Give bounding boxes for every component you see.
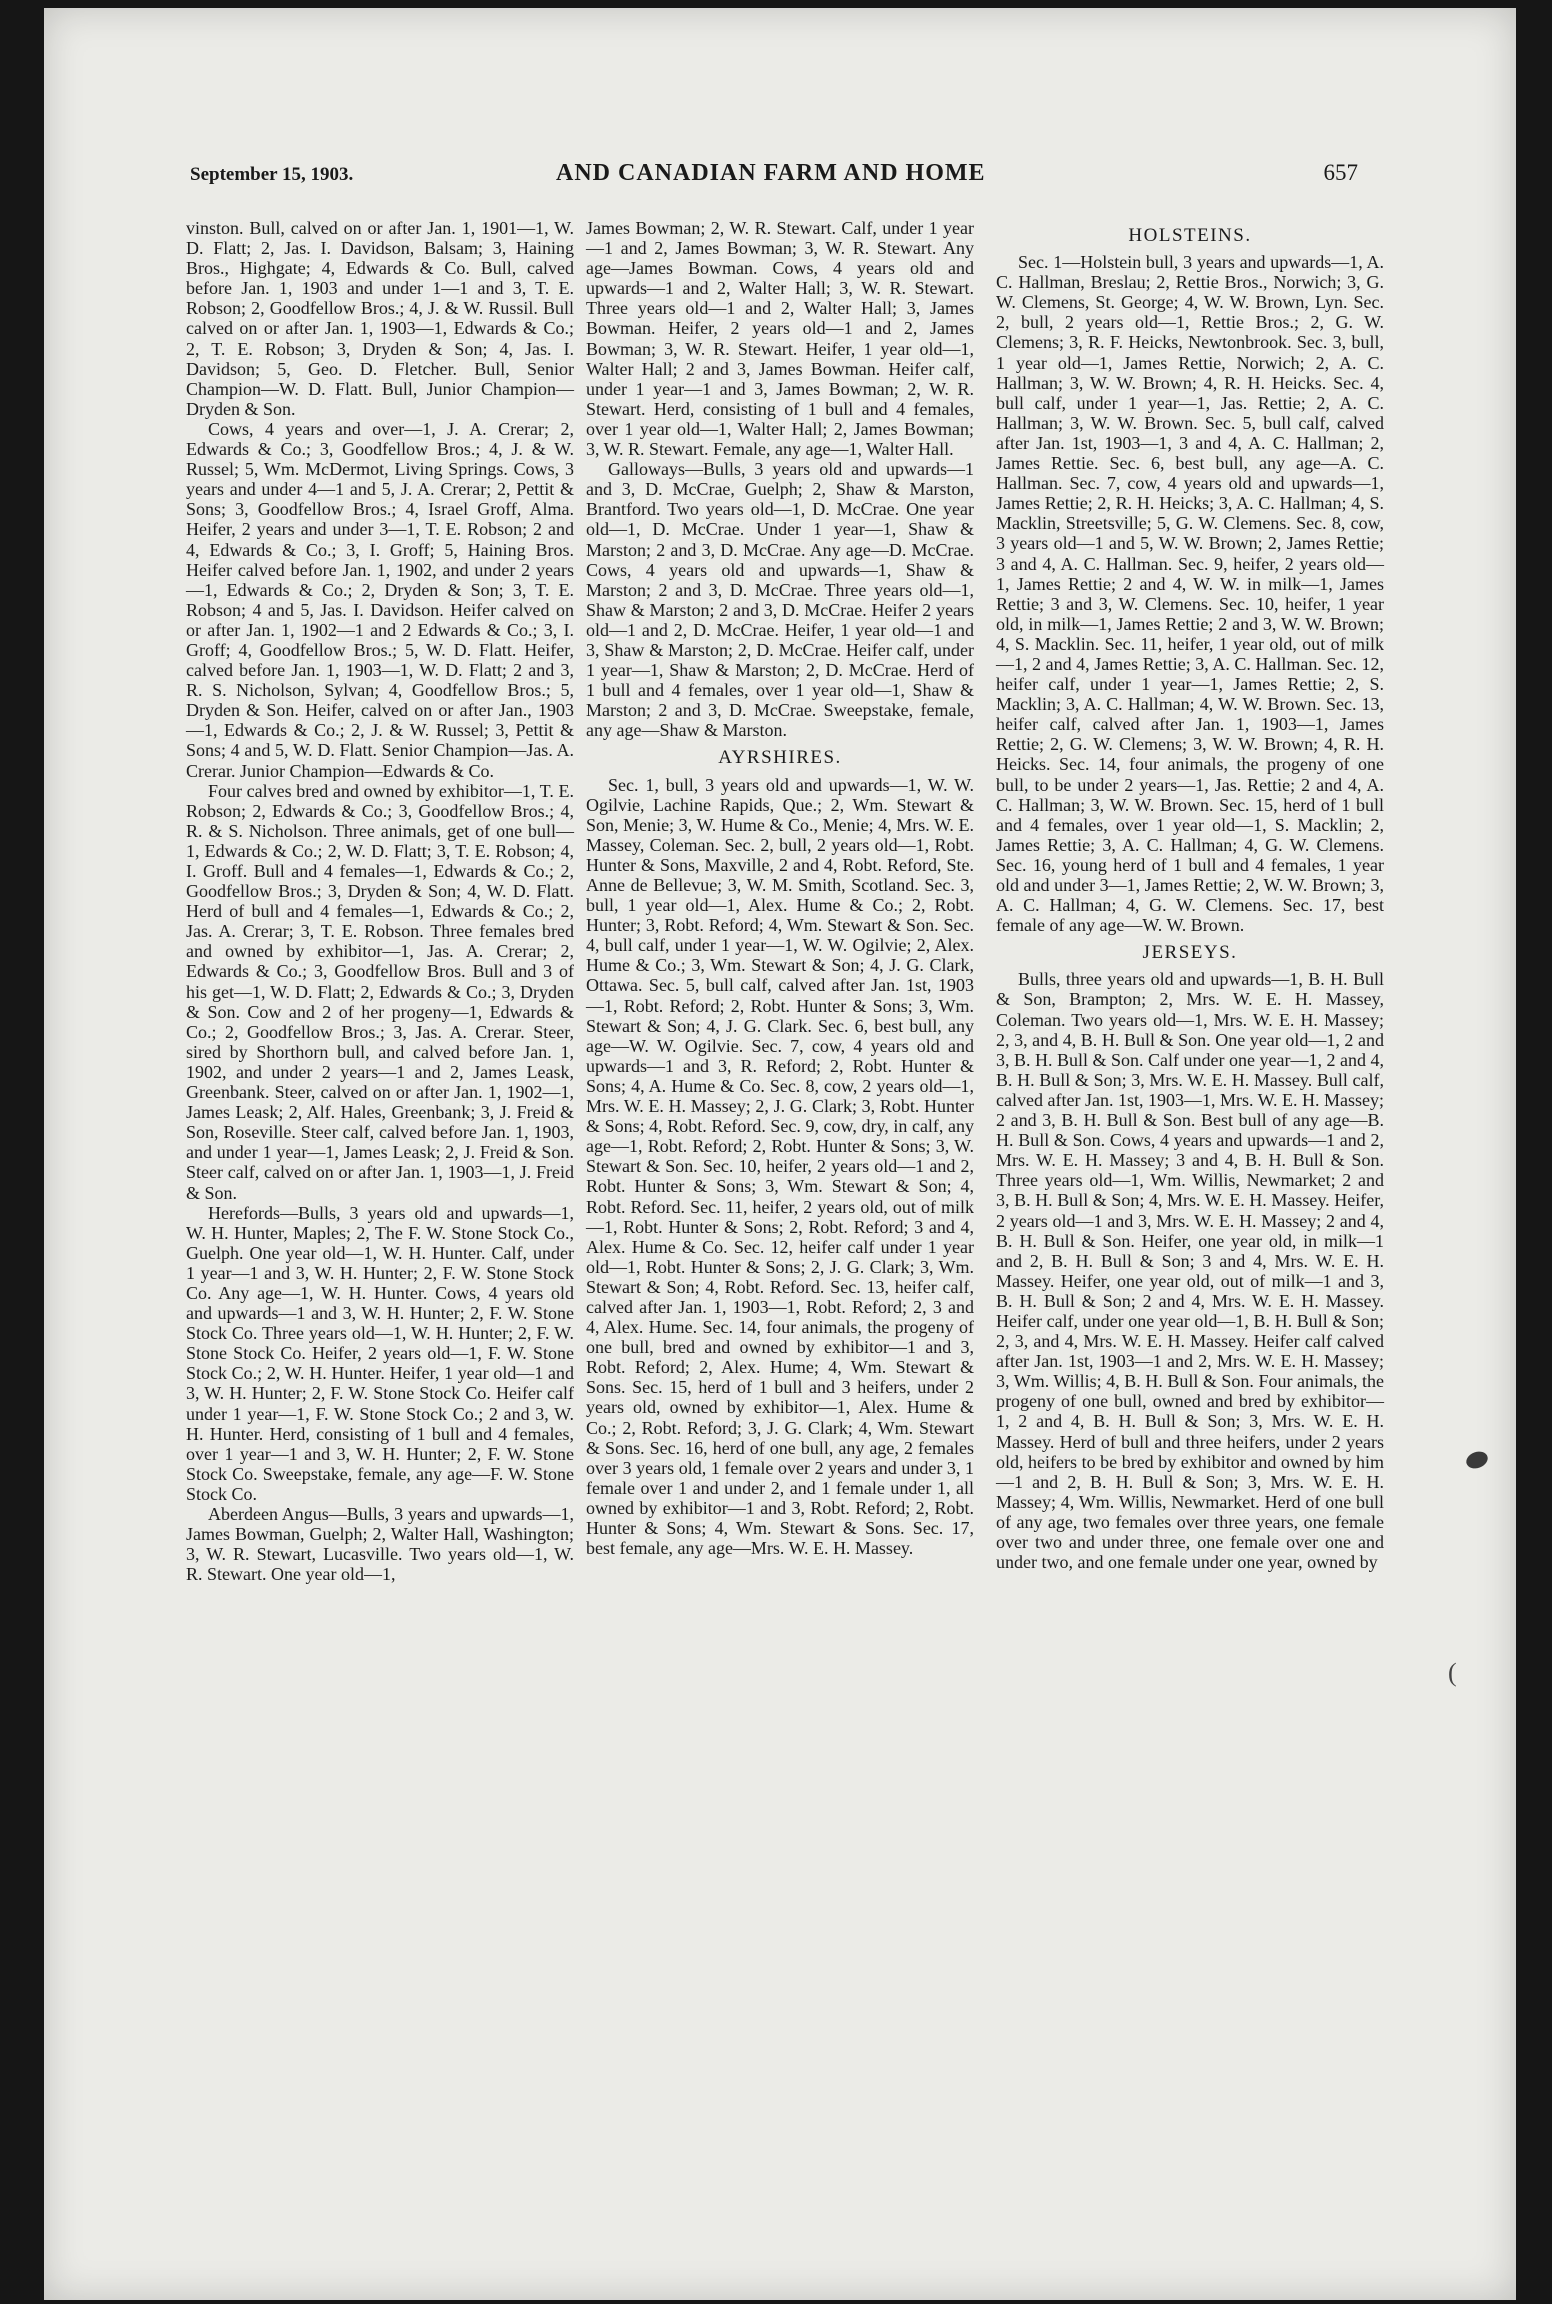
column-2: [586, 218, 974, 1558]
paragraph: Galloways—Bulls, 3 years old and upwards—1 and 3, D. McCrae, Guelph; 2, Shaw & Marston, Brantford. Two years old—1, D. McCrae. One year old—1, D. McCrae. Under 1 year—1, Shaw & Marston; 2 and 3, D. McCrae. Any age—D. McCrae. Cows, 4 years old and upwards—1, Shaw & Marston; 2 and 3, D. McCrae. Three years old—1, Shaw & Marston; 2 and 3, D. McCrae. Heifer 2 years old—1 and 2, D. McCrae. Heifer, 1 year old—1 and 3, Shaw & Marston; 2, D. McCrae. Heifer calf, under 1 year—1, Shaw & Marston; 2, D. McCrae. Herd of 1 bull and 4 females, over 1 year old—1, Shaw & Marston; 2 and 3, D. McCrae. Sweepstake, female, any age—Shaw & Marston.: [586, 459, 974, 741]
section-heading: JERSEYS.: [1142, 942, 1238, 964]
paragraph: vinston. Bull, calved on or after Jan. 1, 1901—1, W. D. Flatt; 2, Jas. I. Davidson, Balsam; 3, Haining Bros., Highgate; 4, Edwards & Co. Bull, calved before Jan. 1, 1903 and under 1—1 and 3, T. E. Robson; 2, Goodfellow Bros.; 4, J. & W. Russil. Bull calved on or after Jan. 1, 1903—1, Edwards & Co.; 2, T. E. Robson; 3, Dryden & Son; 4, Jas. I. Davidson; 5, Geo. D. Fletcher. Bull, Senior Champion—W. D. Flatt. Bull, Junior Champion—Dryden & Son.: [186, 218, 574, 419]
header-date: September 15, 1903.: [190, 164, 354, 185]
page-number: 657: [1323, 160, 1358, 185]
paragraph: Sec. 1—Holstein bull, 3 years and upwards—1, A. C. Hallman, Breslau; 2, Rettie Bros., Norwich; 3, G. W. Clemens, St. George; 4, W. W. Brown, Lyn. Sec. 2, bull, 2 years old—1, Rettie Bros.; 2, G. W. Clemens; 3, R. F. Heicks, Newtonbrook. Sec. 3, bull, 1 year old—1, James Rettie, Norwich; 2, A. C. Hallman; 3, W. W. Brown; 4, R. H. Heicks. Sec. 4, bull calf, under 1 year—1, Jas. Rettie; 2, A. C. Hallman; 3, W. W. Brown. Sec. 5, bull calf, calved after Jan. 1st, 1903—1, 3 and 4, A. C. Hallman; 2, James Rettie. Sec. 6, best bull, any age—A. C. Hallman. Sec. 7, cow, 4 years old and upwards—1, James Rettie; 2, R. H. Heicks; 3, A. C. Hallman; 4, S. Macklin, Streetsville; 5, G. W. Clemens. Sec. 8, cow, 3 years old—1 and 5, W. W. Brown; 2, James Rettie; 3 and 4, A. C. Hallman. Sec. 9, heifer, 2 years old—1, James Rettie; 2 and 4, W. W. in milk—1, James Rettie; 3 and 3, W. Clemens. Sec. 10, heifer, 1 year old, in milk—1, James Rettie; 2 and 3, W. W. Brown; 4, S. Macklin. Sec. 11, heifer, 1 year old, out of milk—1, 2 and 4, James Rettie; 3, A. C. Hallman. Sec. 12, heifer calf, under 1 year—1, James Rettie; 2, S. Macklin; 3, A. C. Hallman; 4, W. W. Brown. Sec. 13, heifer calf, calved after Jan. 1, 1903—1, James Rettie; 2, G. W. Clemens; 3, W. W. Brown; 4, R. H. Heicks. Sec. 14, four animals, the progeny of one bull, to be under 2 years—1, Jas. Rettie; 2 and 4, A. C. Hallman; 3, W. W. Brown. Sec. 15, herd of 1 bull and 4 females, over 1 year old—1, S. Macklin; 2, James Rettie; 3, A. C. Hallman; 4, G. W. Clemens. Sec. 16, young herd of 1 bull and 4 females, 1 year old and under 3—1, James Rettie; 2, W. W. Brown; 3, A. C. Hallman; 4, G. W. Clemens. Sec. 17, best female of any age—W. W. Brown.: [996, 252, 1384, 936]
paragraph: Cows, 4 years and over—1, J. A. Crerar; 2, Edwards & Co.; 3, Goodfellow Bros.; 4, J. & W. Russel; 5, Wm. McDermot, Living Springs. Cows, 3 years and under 4—1 and 5, J. A. Crerar; 2, Pettit & Sons; 3, Goodfellow Bros.; 4, Israel Groff, Alma. Heifer, 2 years and under 3—1, T. E. Robson; 2 and 4, Edwards & Co.; 3, I. Groff; 5, Haining Bros. Heifer calved before Jan. 1, 1902, and under 2 years—1, Edwards & Co.; 2, Dryden & Son; 3, T. E. Robson; 4 and 5, Jas. I. Davidson. Heifer calved on or after Jan. 1, 1902—1 and 2 Edwards & Co.; 3, I. Groff; 4, Goodfellow Bros.; 5, W. D. Flatt. Heifer, calved before Jan. 1, 1903—1, W. D. Flatt; 2 and 3, R. S. Nicholson, Sylvan; 4, Goodfellow Bros.; 5, Dryden & Son. Heifer, calved on or after Jan., 1903—1, Edwards & Co.; 2, J. & W. Russel; 3, Pettit & Sons; 4 and 5, W. D. Flatt. Senior Champion—Jas. A. Crerar. Junior Champion—Edwards & Co.: [186, 418, 574, 781]
header-title: AND CANADIAN FARM AND HOME: [556, 160, 986, 186]
paragraph: Four calves bred and owned by exhibitor—1, T. E. Robson; 2, Edwards & Co.; 3, Goodfellow Bros.; 4, R. & S. Nicholson. Three animals, get of one bull—1, Edwards & Co.; 2, W. D. Flatt; 3, T. E. Robson; 4, I. Groff. Bull and 4 females—1, Edwards & Co.; 2, Goodfellow Bros.; 3, Dryden & Son; 4, W. D. Flatt. Herd of bull and 4 females—1, Edwards & Co.; 2, Jas. A. Crerar; 3, T. E. Robson. Three females bred and owned by exhibitor—1, Jas. A. Crerar; 2, Edwards & Co.; 3, Goodfellow Bros. Bull and 3 of his get—1, W. D. Flatt; 2, Edwards & Co.; 3, Dryden & Son. Cow and 2 of her progeny—1, Edwards & Co.; 2, Goodfellow Bros.; 3, Jas. A. Crerar. Steer, sired by Shorthorn bull, and calved before Jan. 1, 1902, and under 2 years—1 and 2, James Leask, Greenbank. Steer, calved on or after Jan. 1, 1902—1, James Leask; 2, Alf. Hales, Greenbank; 3, J. Freid & Son, Roseville. Steer calf, calved before Jan. 1, 1903, and under 1 year—1, James Leask; 2, J. Freid & Son. Steer calf, calved on or after Jan. 1, 1903—1, J. Freid & Son.: [186, 780, 574, 1203]
paragraph: Herefords—Bulls, 3 years old and upwards—1, W. H. Hunter, Maples; 2, The F. W. Stone Stock Co., Guelph. One year old—1, W. H. Hunter. Calf, under 1 year—1 and 3, W. H. Hunter; 2, F. W. Stone Stock Co. Any age—1, W. H. Hunter. Cows, 4 years old and upwards—1 and 3, W. H. Hunter; 2, F. W. Stone Stock Co. Three years old—1, W. H. Hunter; 2, F. W. Stone Stock Co. Heifer, 2 years old—1, F. W. Stone Stock Co.; 2, W. H. Hunter. Heifer, 1 year old—1 and 3, W. H. Hunter; 2, F. W. Stone Stock Co. Heifer calf under 1 year—1, F. W. Stone Stock Co.; 2 and 3, W. H. Hunter. Herd, consisting of 1 bull and 4 females, over 1 year—1 and 3, W. H. Hunter; 2, F. W. Stone Stock Co. Sweepstake, female, any age—F. W. Stone Stock Co.: [186, 1202, 574, 1504]
column-3: [996, 218, 1384, 1572]
paragraph: Bulls, three years old and upwards—1, B. H. Bull & Son, Brampton; 2, Mrs. W. E. H. Massey, Coleman. Two years old—1, Mrs. W. E. H. Massey; 2, 3, and 4, B. H. Bull & Son. One year old—1, 2 and 3, B. H. Bull & Son. Calf under one year—1, 2 and 4, B. H. Bull & Son; 3, Mrs. W. E. H. Massey. Bull calf, calved after Jan. 1st, 1903—1, Mrs. W. E. H. Massey; 2 and 3, B. H. Bull & Son. Best bull of any age—B. H. Bull & Son. Cows, 4 years and upwards—1 and 2, Mrs. W. E. H. Massey; 3 and 4, B. H. Bull & Son. Three years old—1, Wm. Willis, Newmarket; 2 and 3, B. H. Bull & Son; 4, Mrs. W. E. H. Massey. Heifer, 2 years old—1 and 3, Mrs. W. E. H. Massey; 2 and 4, B. H. Bull & Son. Heifer, one year old, in milk—1 and 2, B. H. Bull & Son; 3 and 4, Mrs. W. E. H. Massey. Heifer, one year old, out of milk—1 and 3, B. H. Bull & Son; 2 and 4, Mrs. W. E. H. Massey. Heifer calf, under one year old—1, B. H. Bull & Son; 2, 3, and 4, Mrs. W. E. H. Massey. Heifer calf calved after Jan. 1st, 1903—1 and 2, Mrs. W. E. H. Massey; 3, Wm. Willis; 4, B. H. Bull & Son. Four animals, the progeny of one bull, owned and bred by exhibitor—1, 2 and 4, B. H. Bull & Son; 3, Mrs. W. E. H. Massey. Herd of bull and three heifers, under 2 years old, heifers to be bred by exhibitor and owned by him—1 and 2, B. H. Bull & Son; 3, Mrs. W. E. H. Massey; 4, Wm. Willis, Newmarket. Herd of one bull of any age, two females over three years, one female over two and under three, one female over one and under two, and one female under one year, owned by: [996, 969, 1384, 1573]
margin-mark: (: [1448, 1658, 1457, 1687]
paragraph: Aberdeen Angus—Bulls, 3 years and upwards—1, James Bowman, Guelph; 2, Walter Hall, Washington; 3, W. R. Stewart, Lucasville. Two years old—1, W. R. Stewart. One year old—1,: [186, 1504, 574, 1585]
paragraph: James Bowman; 2, W. R. Stewart. Calf, under 1 year—1 and 2, James Bowman; 3, W. R. Stewart. Any age—James Bowman. Cows, 4 years old and upwards—1 and 2, Walter Hall; 3, W. R. Stewart. Three years old—1 and 2, Walter Hall; 3, James Bowman. Heifer, 2 years old—1 and 2, James Bowman; 3, W. R. Stewart. Heifer, 1 year old—1, Walter Hall; 2 and 3, James Bowman. Heifer calf, under 1 year—1 and 3, James Bowman; 2, W. R. Stewart. Herd, consisting of 1 bull and 4 females, over 1 year old—1, Walter Hall; 2, James Bowman; 3, W. R. Stewart. Female, any age—1, Walter Hall.: [586, 218, 974, 460]
section-heading: AYRSHIRES.: [718, 747, 842, 769]
page-header: [148, 160, 1358, 194]
column-1: [186, 218, 574, 1584]
paragraph: Sec. 1, bull, 3 years old and upwards—1, W. W. Ogilvie, Lachine Rapids, Que.; 2, Wm. Stewart & Son, Menie; 3, W. Hume & Co., Menie; 4, Mrs. W. E. Massey, Coleman. Sec. 2, bull, 2 years old—1, Robt. Hunter & Sons, Maxville, 2 and 4, Robt. Reford, Ste. Anne de Bellevue; 3, W. M. Smith, Scotland. Sec. 3, bull, 1 year old—1, Alex. Hume & Co.; 2, Robt. Hunter; 3, Robt. Reford; 4, Wm. Stewart & Son. Sec. 4, bull calf, under 1 year—1, W. W. Ogilvie; 2, Alex. Hume & Co.; 3, Wm. Stewart & Son; 4, J. G. Clark, Ottawa. Sec. 5, bull calf, calved after Jan. 1st, 1903—1, Robt. Reford; 2, Robt. Hunter & Sons; 3, Wm. Stewart & Son; 4, J. G. Clark. Sec. 6, best bull, any age—W. W. Ogilvie. Sec. 7, cow, 4 years old and upwards—1 and 3, R. Reford; 2, Robt. Hunter & Sons; 4, A. Hume & Co. Sec. 8, cow, 2 years old—1, Mrs. W. E. H. Massey; 2, J. G. Clark; 3, Robt. Hunter & Sons; 4, Robt. Reford. Sec. 9, cow, dry, in calf, any age—1, Robt. Reford; 2, Robt. Hunter & Sons; 3, W. Stewart & Son. Sec. 10, heifer, 2 years old—1 and 2, Robt. Hunter & Sons; 3, Wm. Stewart & Son; 4, Robt. Reford. Sec. 11, heifer, 2 years old, out of milk—1, Robt. Hunter & Sons; 2, Robt. Reford; 3 and 4, Alex. Hume & Co. Sec. 12, heifer calf under 1 year old—1, Robt. Hunter & Sons; 2, J. G. Clark; 3, Wm. Stewart & Son; 4, Robt. Reford. Sec. 13, heifer calf, calved after Jan. 1, 1903—1, Robt. Reford; 2, 3 and 4, Alex. Hume. Sec. 14, four animals, the progeny of one bull, bred and owned by exhibitor—1 and 3, Robt. Reford; 2, Alex. Hume; 4, Wm. Stewart & Sons. Sec. 15, herd of 1 bull and 3 heifers, under 2 years old, owned by exhibitor—1, Alex. Hume & Co.; 2, Robt. Reford; 3, J. G. Clark; 4, Wm. Stewart & Sons. Sec. 16, herd of one bull, any age, 2 females over 3 years old, 1 female over 2 years and under 3, 1 female over 1 and under 2, and 1 female under 1, all owned by exhibitor—1 and 3, Robt. Reford; 2, Robt. Hunter & Sons; 4, Wm. Stewart & Sons. Sec. 17, best female, any age—Mrs. W. E. H. Massey.: [586, 774, 974, 1559]
section-heading: HOLSTEINS.: [1128, 225, 1252, 246]
